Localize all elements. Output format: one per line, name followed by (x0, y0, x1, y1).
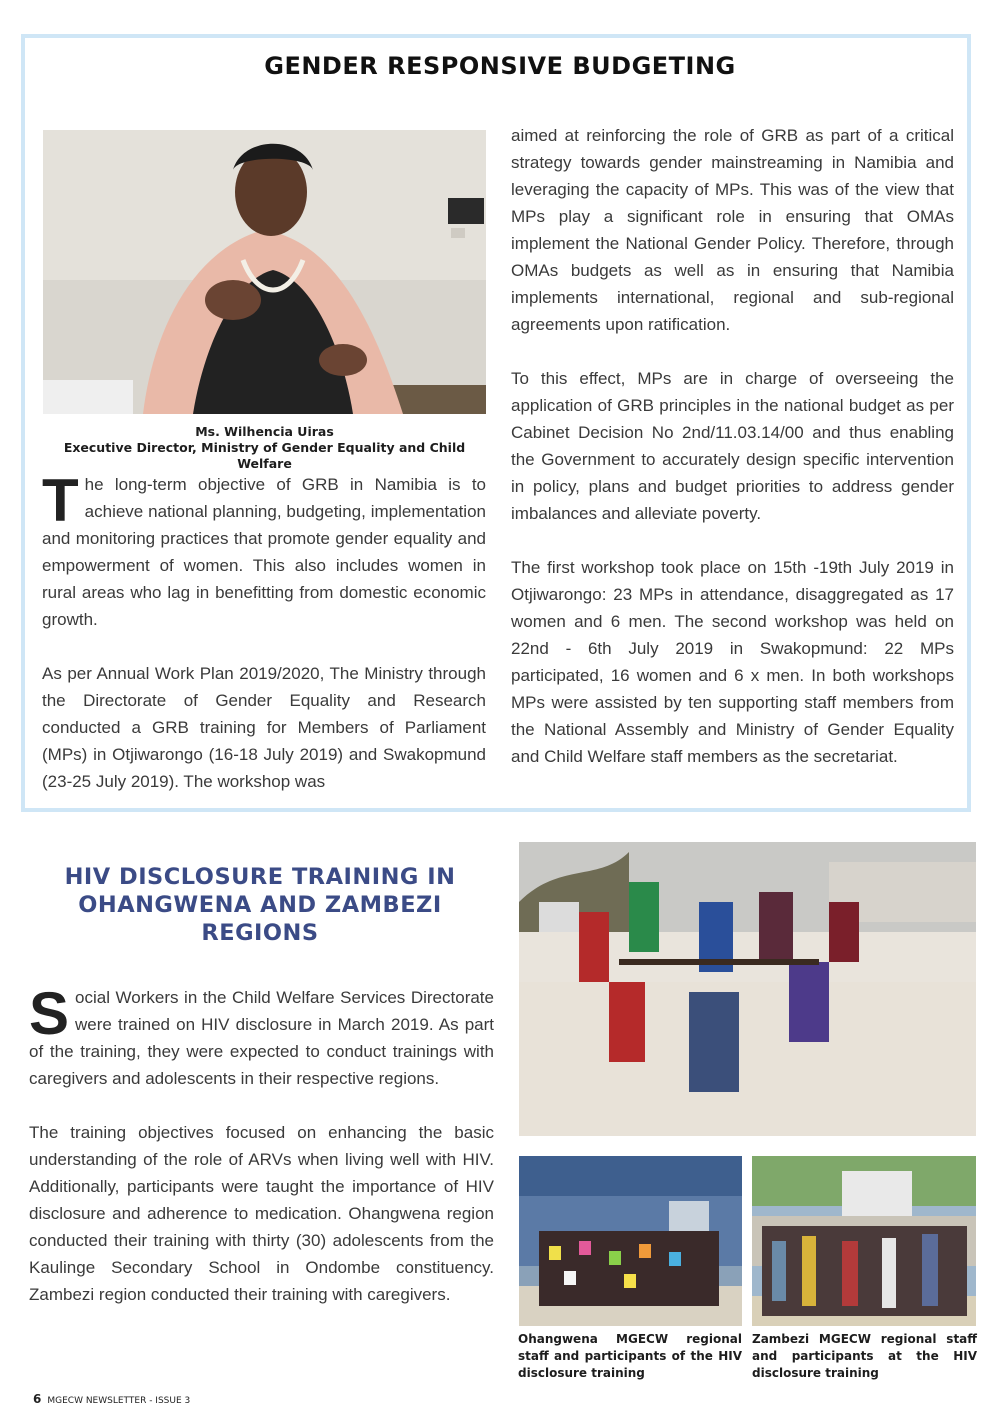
grb-right-paragraph-3: The first workshop took place on 15th -19th July 2019 in Otjiwarongo: 23 MPs in attendance, disaggregated as 17 women and 6 men. The second workshop was held on 22nd - 6th July 2019 in Swakopmund: 22 MPs participated, 16 women and 6 x men. In both workshops MPs were assisted by ten supporting staff members from the National Assembly and Ministry of Gender Equality and Child Welfare staff members as the secretariat. (511, 558, 954, 766)
grb-left-paragraph-2: As per Annual Work Plan 2019/2020, The Ministry through the Directorate of Gender Equality and Research conducted a GRB training for Members of Parliament (MPs) in Otjiwarongo (16-18 July 2019) and Swakopmund (23-25 July 2019). The workshop was (42, 664, 486, 791)
grb-dropcap: T (42, 467, 79, 534)
hiv-dropcap: S (29, 980, 70, 1047)
hiv-text-column (29, 980, 494, 1308)
hiv-paragraph-1 (29, 980, 494, 1092)
zambezi-group-photo (752, 1156, 976, 1326)
grb-right-column (511, 122, 954, 770)
grb-right-paragraph-2: To this effect, MPs are in charge of overseeing the application of GRB principles in the national budget as per Cabinet Decision No 2nd/11.03.14/00 and thus enabling the Government to accurately design specific intervention in policy, plans and budget priorities to address gender imbalances and alleviate poverty. (511, 369, 954, 523)
zambezi-caption: Zambezi MGECW regional staff and participants at the HIV disclosure training (752, 1332, 977, 1380)
portrait-photo (43, 130, 486, 414)
page-footer (33, 1392, 190, 1406)
children-activity-photo (519, 842, 976, 1136)
newsletter-issue: MGECW NEWSLETTER - ISSUE 3 (47, 1396, 191, 1406)
ohangwena-caption: Ohangwena MGECW regional staff and participants of the HIV disclosure training (518, 1332, 742, 1380)
grb-title: GENDER RESPONSIVE BUDGETING (264, 52, 736, 80)
grb-right-paragraph-1: aimed at reinforcing the role of GRB as part of a critical strategy towards gender mainstreaming in Namibia and leveraging the capacity of MPs. This was of the view that MPs play a significant role in ensuring that OMAs implement the National Gender Policy. Therefore, through OMAs budgets as well as in ensuring that Namibia implements international, regional and sub-regional agreements upon ratification. (511, 126, 954, 334)
hiv-paragraph-1-text: ocial Workers in the Child Welfare Services Directorate were trained on HIV disclosure in March 2019. As part of the training, they were expected to conduct trainings with caregivers and adolescents in their respective regions. (29, 988, 494, 1088)
hiv-title: HIV DISCLOSURE TRAINING IN OHANGWENA AND ZAMBEZI REGIONS (64, 864, 456, 946)
ohangwena-group-photo (519, 1156, 742, 1326)
portrait-caption-role: Executive Director, Ministry of Gender Equality and Child Welfare (63, 440, 466, 471)
portrait-caption-name: Ms. Wilhencia Uiras (195, 424, 334, 439)
grb-left-paragraph-1 (42, 467, 486, 633)
page-number: 6 (33, 1392, 42, 1406)
grb-left-column (42, 467, 486, 795)
hiv-paragraph-2: The training objectives focused on enhancing the basic understanding of the role of ARVs when living well with HIV. Additionally, participants were taught the importance of HIV disclosure and adherence to medication. Ohangwena region conducted their training with thirty (30) adolescents from the Kaulinge Secondary School in Ondombe constituency. Zambezi region conducted their training with caregivers. (29, 1123, 494, 1304)
grb-left-paragraph-1-text: he long-term objective of GRB in Namibia is to achieve national planning, budgeting, implementation and monitoring practices that promote gender equality and empowerment of women. This also includes women in rural areas who lag in benefitting from domestic economic growth. (42, 475, 486, 629)
